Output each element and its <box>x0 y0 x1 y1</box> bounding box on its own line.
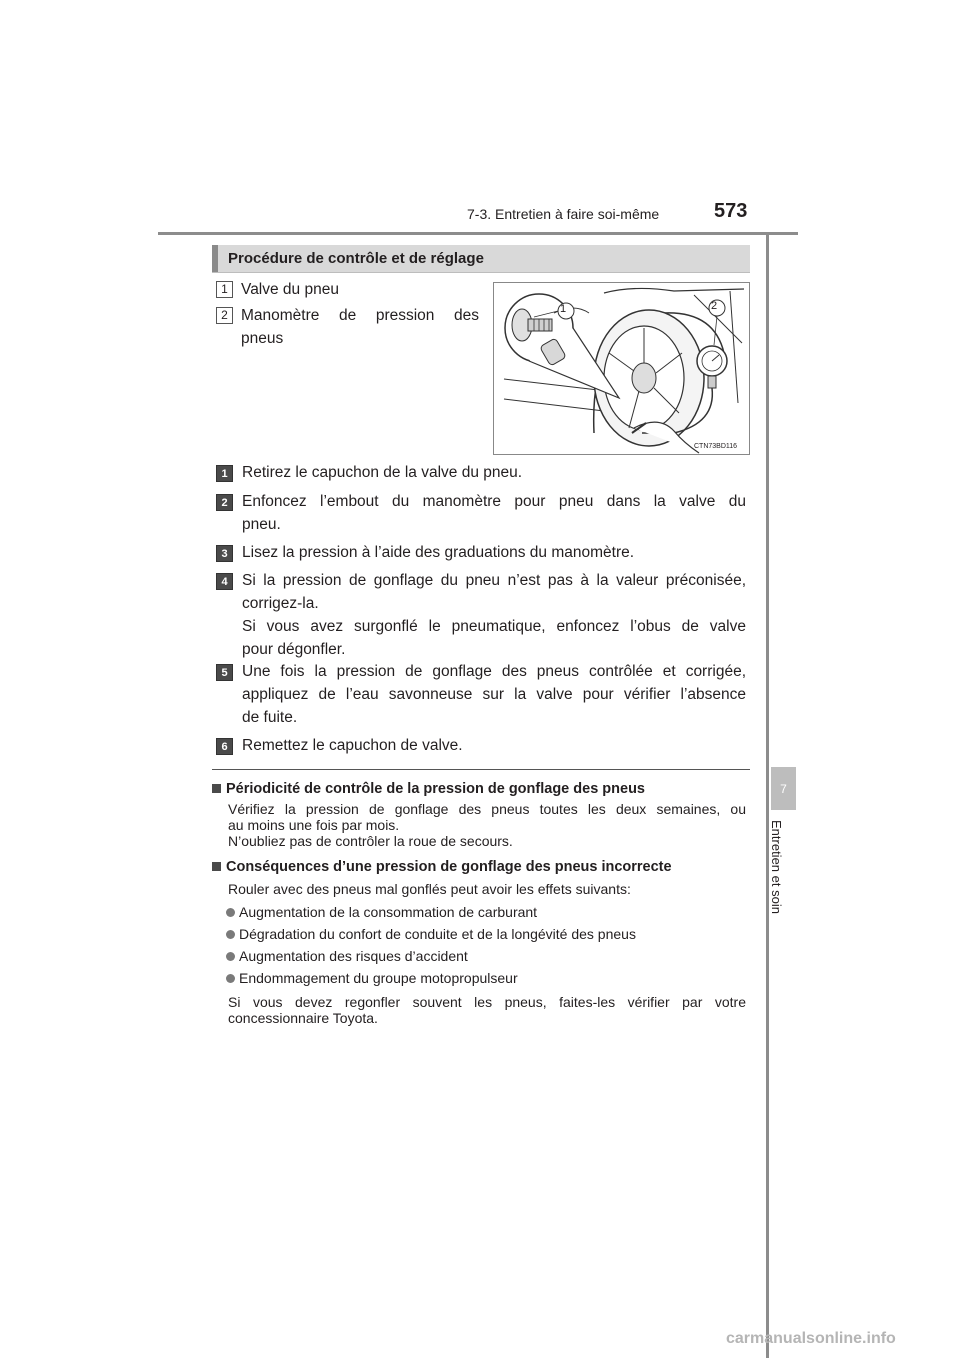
watermark[interactable]: carmanualsonline.info <box>726 1330 896 1347</box>
step-number-1: 1 <box>216 465 233 482</box>
step-2-line: Enfoncez l’embout du manomètre pour pneu dans la valve du <box>242 493 746 510</box>
step-6 <box>242 734 746 757</box>
step-2-line: pneu. <box>242 516 281 533</box>
tire-pressure-illustration <box>493 282 750 455</box>
chapter-tab: 7 <box>771 767 796 810</box>
note-line: au moins une fois par mois. <box>228 817 400 833</box>
chapter-title-vertical: Entretien et soin <box>769 820 784 914</box>
figure-label-number-2: 2 <box>216 307 233 324</box>
square-bullet-icon <box>212 784 221 793</box>
step-5 <box>242 660 746 729</box>
step-3-line: Lisez la pression à l’aide des graduations du manomètre. <box>242 544 635 561</box>
step-4 <box>242 569 746 661</box>
bullet-dot-icon <box>226 930 235 939</box>
step-number-6: 6 <box>216 738 233 755</box>
step-1 <box>242 461 746 484</box>
callout-2: 2 <box>711 300 718 312</box>
step-1-line: Retirez le capuchon de la valve du pneu. <box>242 464 523 481</box>
section-underline <box>212 272 750 273</box>
step-4-line: Si vous avez surgonflé le pneumatique, enfoncez l’obus de valve <box>242 618 746 635</box>
note-line: N’oubliez pas de contrôler la roue de secours. <box>228 833 513 849</box>
step-6-line: Remettez le capuchon de valve. <box>242 737 463 754</box>
note-intro-2: Rouler avec des pneus mal gonflés peut avoir les effets suivants: <box>228 881 631 897</box>
step-2 <box>242 490 746 536</box>
note-line: Si vous devez regonfler souvent les pneus, faites-les vérifier par votre <box>228 994 746 1010</box>
step-number-4: 4 <box>216 573 233 590</box>
bullet-text: Endommagement du groupe motopropulseur <box>239 970 518 986</box>
bullet-item <box>226 948 468 964</box>
square-bullet-icon <box>212 862 221 871</box>
bullet-dot-icon <box>226 908 235 917</box>
bullet-item <box>226 904 537 920</box>
figure-label-1: Valve du pneu <box>241 281 339 298</box>
step-4-line: corrigez-la. <box>242 595 319 612</box>
figure-label-2-line2: pneus <box>241 330 284 347</box>
step-5-line: appliquez de l’eau savonneuse sur la valve pour vérifier l’absence <box>242 686 746 703</box>
bullet-text: Dégradation du confort de conduite et de la longévité des pneus <box>239 926 636 942</box>
note-heading-1-text: Périodicité de contrôle de la pression de gonflage des pneus <box>226 781 645 797</box>
figure-code: CTN73BD116 <box>694 443 738 450</box>
step-number-3: 3 <box>216 545 233 562</box>
note-body-1 <box>228 801 746 849</box>
section-divider <box>212 769 750 770</box>
bullet-item <box>226 970 518 986</box>
callout-1: 1 <box>560 303 567 315</box>
step-number-2: 2 <box>216 494 233 511</box>
step-5-line: Une fois la pression de gonflage des pneus contrôlée et corrigée, <box>242 663 746 680</box>
step-3 <box>242 541 746 564</box>
step-5-line: de fuite. <box>242 709 298 726</box>
page-number: 573 <box>714 200 748 222</box>
note-line: concessionnaire Toyota. <box>228 1010 378 1026</box>
figure-label-number-1: 1 <box>216 281 233 298</box>
bullet-item <box>226 926 636 942</box>
step-number-5: 5 <box>216 664 233 681</box>
figure-label-2-line1: Manomètre de pression des <box>241 307 479 324</box>
side-rule <box>766 234 769 1358</box>
header-rule <box>158 232 798 235</box>
note-line: Vérifiez la pression de gonflage des pneus toutes les deux semaines, ou <box>228 801 746 817</box>
bullet-text: Augmentation des risques d’accident <box>239 948 468 964</box>
bullet-dot-icon <box>226 974 235 983</box>
note-heading-1 <box>212 781 752 797</box>
note-outro-2 <box>228 994 746 1026</box>
note-heading-2-text: Conséquences d’une pression de gonflage des pneus incorrecte <box>226 859 672 875</box>
step-4-line: pour dégonfler. <box>242 641 346 658</box>
bullet-dot-icon <box>226 952 235 961</box>
note-heading-2 <box>212 859 752 875</box>
bullet-text: Augmentation de la consommation de carburant <box>239 904 538 920</box>
step-4-line: Si la pression de gonflage du pneu n’est pas à la valeur préconisée, <box>242 572 746 589</box>
section-heading: Procédure de contrôle et de réglage <box>212 245 750 272</box>
running-header: 7-3. Entretien à faire soi-même <box>467 206 660 222</box>
